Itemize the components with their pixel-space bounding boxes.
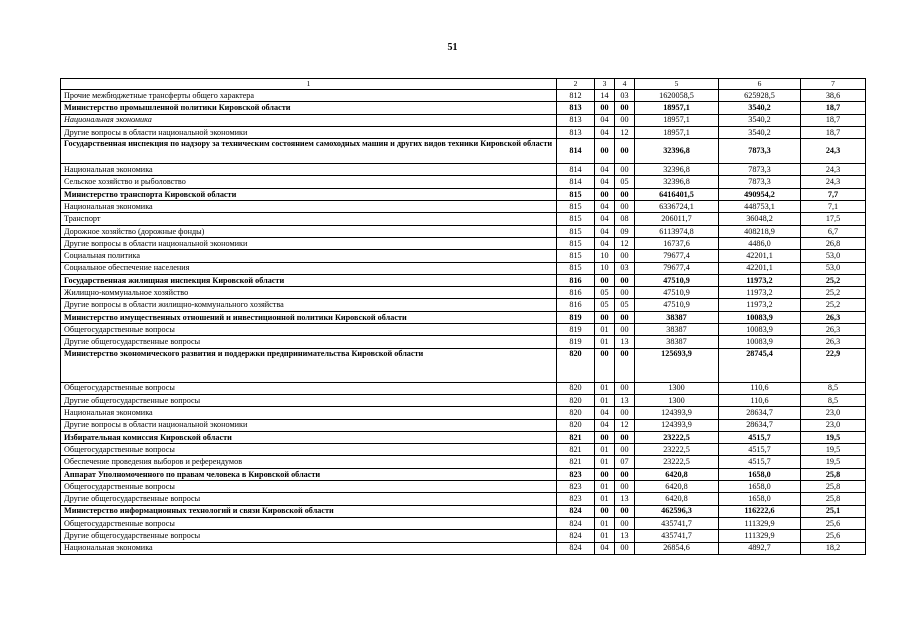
row-col-2: 820 <box>557 382 595 394</box>
table-row <box>61 394 866 406</box>
row-col-7: 25,1 <box>801 505 866 517</box>
row-col-5: 47510,9 <box>635 287 719 299</box>
row-col-6: 28745,4 <box>719 348 801 382</box>
row-col-2: 824 <box>557 530 595 542</box>
table-row <box>61 542 866 554</box>
row-col-2: 816 <box>557 287 595 299</box>
row-col-3: 00 <box>595 102 615 114</box>
row-name: Другие вопросы в области национальной экономики <box>61 126 557 138</box>
header-col-7: 7 <box>801 79 866 90</box>
row-col-2: 813 <box>557 126 595 138</box>
row-col-4: 00 <box>615 542 635 554</box>
row-name: Государственная жилищная инспекция Кировской области <box>61 274 557 286</box>
table-row <box>61 505 866 517</box>
row-col-7: 38,6 <box>801 90 866 102</box>
table-row <box>61 274 866 286</box>
row-col-5: 206011,7 <box>635 213 719 225</box>
row-col-7: 19,5 <box>801 444 866 456</box>
row-col-3: 00 <box>595 188 615 200</box>
row-name: Другие общегосударственные вопросы <box>61 493 557 505</box>
row-col-2: 821 <box>557 456 595 468</box>
row-col-6: 10083,9 <box>719 324 801 336</box>
row-col-7: 23,0 <box>801 407 866 419</box>
row-name: Министерство информационных технологий и связи Кировской области <box>61 505 557 517</box>
row-col-2: 815 <box>557 201 595 213</box>
row-col-2: 815 <box>557 213 595 225</box>
row-col-3: 01 <box>595 456 615 468</box>
row-name: Национальная экономика <box>61 164 557 176</box>
row-col-4: 03 <box>615 262 635 274</box>
row-col-5: 124393,9 <box>635 407 719 419</box>
row-col-7: 26,3 <box>801 324 866 336</box>
table-row <box>61 188 866 200</box>
table-row <box>61 164 866 176</box>
row-col-5: 32396,8 <box>635 139 719 164</box>
table-row <box>61 324 866 336</box>
row-col-7: 53,0 <box>801 250 866 262</box>
row-col-6: 1658,0 <box>719 493 801 505</box>
row-col-6: 3540,2 <box>719 126 801 138</box>
row-col-4: 05 <box>615 299 635 311</box>
row-col-4: 03 <box>615 90 635 102</box>
row-col-3: 01 <box>595 444 615 456</box>
row-col-5: 125693,9 <box>635 348 719 382</box>
row-col-6: 4515,7 <box>719 431 801 443</box>
row-col-5: 1300 <box>635 394 719 406</box>
row-col-3: 04 <box>595 114 615 126</box>
row-col-3: 01 <box>595 493 615 505</box>
row-col-7: 26,3 <box>801 311 866 323</box>
row-col-2: 819 <box>557 324 595 336</box>
row-col-5: 38387 <box>635 311 719 323</box>
row-col-4: 00 <box>615 102 635 114</box>
row-col-7: 26,3 <box>801 336 866 348</box>
row-col-6: 11973,2 <box>719 299 801 311</box>
row-col-6: 4515,7 <box>719 444 801 456</box>
row-col-5: 16737,6 <box>635 237 719 249</box>
row-name: Министерство транспорта Кировской области <box>61 188 557 200</box>
row-col-3: 05 <box>595 287 615 299</box>
row-name: Министерство имущественных отношений и инвестиционной политики Кировской области <box>61 311 557 323</box>
row-col-2: 824 <box>557 542 595 554</box>
row-col-4: 00 <box>615 481 635 493</box>
row-col-4: 00 <box>615 139 635 164</box>
row-col-3: 04 <box>595 542 615 554</box>
row-col-2: 824 <box>557 505 595 517</box>
row-col-3: 00 <box>595 431 615 443</box>
row-col-5: 6420,8 <box>635 481 719 493</box>
row-col-3: 04 <box>595 126 615 138</box>
table-row <box>61 456 866 468</box>
row-col-5: 23222,5 <box>635 444 719 456</box>
table-row <box>61 468 866 480</box>
table-row <box>61 102 866 114</box>
row-col-6: 1658,0 <box>719 481 801 493</box>
row-col-4: 00 <box>615 431 635 443</box>
row-col-4: 00 <box>615 311 635 323</box>
row-col-2: 820 <box>557 407 595 419</box>
row-col-5: 79677,4 <box>635 250 719 262</box>
row-col-5: 18957,1 <box>635 126 719 138</box>
row-col-3: 00 <box>595 311 615 323</box>
row-col-2: 815 <box>557 225 595 237</box>
row-col-2: 814 <box>557 164 595 176</box>
row-col-6: 625928,5 <box>719 90 801 102</box>
row-col-4: 09 <box>615 225 635 237</box>
page-number: 51 <box>447 42 458 53</box>
row-col-6: 408218,9 <box>719 225 801 237</box>
table-row <box>61 176 866 188</box>
table-row <box>61 114 866 126</box>
row-col-5: 6420,8 <box>635 493 719 505</box>
row-col-7: 25,2 <box>801 274 866 286</box>
row-col-6: 111329,9 <box>719 517 801 529</box>
row-col-7: 24,3 <box>801 139 866 164</box>
row-col-3: 04 <box>595 225 615 237</box>
row-col-7: 17,5 <box>801 213 866 225</box>
row-col-6: 448753,1 <box>719 201 801 213</box>
row-col-4: 00 <box>615 348 635 382</box>
table-row <box>61 90 866 102</box>
row-col-5: 18957,1 <box>635 102 719 114</box>
row-col-5: 32396,8 <box>635 164 719 176</box>
row-col-2: 815 <box>557 250 595 262</box>
table-row <box>61 250 866 262</box>
row-col-5: 32396,8 <box>635 176 719 188</box>
table-row <box>61 237 866 249</box>
row-col-6: 28634,7 <box>719 407 801 419</box>
row-name: Национальная экономика <box>61 114 557 126</box>
row-col-6: 10083,9 <box>719 311 801 323</box>
row-name: Национальная экономика <box>61 201 557 213</box>
header-col-3: 3 <box>595 79 615 90</box>
row-col-6: 3540,2 <box>719 114 801 126</box>
row-col-6: 110,6 <box>719 382 801 394</box>
row-col-5: 23222,5 <box>635 431 719 443</box>
row-col-7: 6,7 <box>801 225 866 237</box>
row-col-2: 813 <box>557 114 595 126</box>
row-col-6: 4892,7 <box>719 542 801 554</box>
row-col-6: 4486,0 <box>719 237 801 249</box>
row-col-2: 813 <box>557 102 595 114</box>
row-col-2: 815 <box>557 262 595 274</box>
table-row <box>61 419 866 431</box>
row-name: Избирательная комиссия Кировской области <box>61 431 557 443</box>
row-name: Другие вопросы в области национальной экономики <box>61 419 557 431</box>
table-row <box>61 126 866 138</box>
row-col-7: 7,7 <box>801 188 866 200</box>
table-row <box>61 493 866 505</box>
row-col-3: 01 <box>595 394 615 406</box>
row-col-3: 01 <box>595 336 615 348</box>
row-col-2: 821 <box>557 444 595 456</box>
row-col-6: 3540,2 <box>719 102 801 114</box>
row-col-3: 04 <box>595 176 615 188</box>
header-col-5: 5 <box>635 79 719 90</box>
row-col-5: 6336724,1 <box>635 201 719 213</box>
row-col-3: 04 <box>595 419 615 431</box>
table-body <box>61 90 866 555</box>
row-col-2: 814 <box>557 139 595 164</box>
row-col-7: 25,8 <box>801 493 866 505</box>
row-col-3: 05 <box>595 299 615 311</box>
row-name: Другие общегосударственные вопросы <box>61 336 557 348</box>
row-col-5: 38387 <box>635 324 719 336</box>
row-col-2: 821 <box>557 431 595 443</box>
row-name: Жилищно-коммунальное хозяйство <box>61 287 557 299</box>
row-col-7: 53,0 <box>801 262 866 274</box>
row-col-3: 01 <box>595 382 615 394</box>
row-col-6: 10083,9 <box>719 336 801 348</box>
row-col-3: 00 <box>595 468 615 480</box>
row-col-2: 814 <box>557 176 595 188</box>
row-col-2: 823 <box>557 481 595 493</box>
row-col-7: 24,3 <box>801 176 866 188</box>
row-col-2: 815 <box>557 188 595 200</box>
row-col-7: 26,8 <box>801 237 866 249</box>
row-col-7: 22,9 <box>801 348 866 382</box>
header-col-2: 2 <box>557 79 595 90</box>
row-col-3: 01 <box>595 517 615 529</box>
table-row <box>61 382 866 394</box>
row-col-5: 6113974,8 <box>635 225 719 237</box>
row-name: Другие вопросы в области национальной экономики <box>61 237 557 249</box>
row-name: Другие вопросы в области жилищно-коммунального хозяйства <box>61 299 557 311</box>
header-col-1: 1 <box>61 79 557 90</box>
row-name: Министерство экономического развития и поддержки предпринимательства Кировской области <box>61 348 557 382</box>
table-row <box>61 225 866 237</box>
row-col-6: 28634,7 <box>719 419 801 431</box>
row-col-7: 18,7 <box>801 126 866 138</box>
row-col-6: 110,6 <box>719 394 801 406</box>
row-col-4: 00 <box>615 201 635 213</box>
row-col-5: 6416401,5 <box>635 188 719 200</box>
row-name: Социальное обеспечение населения <box>61 262 557 274</box>
row-col-7: 19,5 <box>801 431 866 443</box>
row-col-7: 8,5 <box>801 382 866 394</box>
row-name: Общегосударственные вопросы <box>61 481 557 493</box>
row-col-4: 13 <box>615 394 635 406</box>
row-col-4: 00 <box>615 505 635 517</box>
row-col-6: 11973,2 <box>719 274 801 286</box>
table-row <box>61 336 866 348</box>
header-col-6: 6 <box>719 79 801 90</box>
row-col-5: 462596,3 <box>635 505 719 517</box>
budget-table <box>60 78 866 555</box>
row-col-5: 79677,4 <box>635 262 719 274</box>
row-col-4: 00 <box>615 287 635 299</box>
row-col-5: 1300 <box>635 382 719 394</box>
row-name: Социальная политика <box>61 250 557 262</box>
row-col-7: 8,5 <box>801 394 866 406</box>
table-row <box>61 530 866 542</box>
row-col-4: 00 <box>615 407 635 419</box>
row-col-7: 24,3 <box>801 164 866 176</box>
table-row <box>61 311 866 323</box>
row-col-4: 12 <box>615 419 635 431</box>
row-col-4: 00 <box>615 188 635 200</box>
row-col-3: 04 <box>595 213 615 225</box>
row-col-4: 00 <box>615 324 635 336</box>
row-name: Общегосударственные вопросы <box>61 324 557 336</box>
row-col-6: 111329,9 <box>719 530 801 542</box>
row-col-3: 10 <box>595 262 615 274</box>
row-col-4: 13 <box>615 336 635 348</box>
row-col-4: 08 <box>615 213 635 225</box>
row-col-3: 04 <box>595 164 615 176</box>
row-col-4: 00 <box>615 517 635 529</box>
row-col-2: 823 <box>557 468 595 480</box>
table-row <box>61 262 866 274</box>
row-col-2: 824 <box>557 517 595 529</box>
row-col-5: 47510,9 <box>635 299 719 311</box>
row-col-6: 7873,3 <box>719 176 801 188</box>
row-name: Обеспечение проведения выборов и референдумов <box>61 456 557 468</box>
row-col-6: 42201,1 <box>719 250 801 262</box>
table-row <box>61 287 866 299</box>
row-col-7: 18,7 <box>801 114 866 126</box>
row-col-3: 01 <box>595 324 615 336</box>
row-col-3: 01 <box>595 481 615 493</box>
row-col-4: 00 <box>615 114 635 126</box>
row-col-7: 18,7 <box>801 102 866 114</box>
row-col-7: 18,2 <box>801 542 866 554</box>
row-col-5: 47510,9 <box>635 274 719 286</box>
row-col-7: 25,8 <box>801 468 866 480</box>
table-row <box>61 348 866 382</box>
row-col-7: 25,6 <box>801 517 866 529</box>
row-name: Прочие межбюджетные трансферты общего характера <box>61 90 557 102</box>
row-col-2: 820 <box>557 394 595 406</box>
row-col-2: 812 <box>557 90 595 102</box>
row-col-6: 36048,2 <box>719 213 801 225</box>
row-name: Дорожное хозяйство (дорожные фонды) <box>61 225 557 237</box>
row-col-3: 00 <box>595 274 615 286</box>
row-col-6: 11973,2 <box>719 287 801 299</box>
row-col-4: 00 <box>615 468 635 480</box>
table-row <box>61 407 866 419</box>
row-col-7: 25,2 <box>801 287 866 299</box>
row-col-5: 124393,9 <box>635 419 719 431</box>
row-col-6: 42201,1 <box>719 262 801 274</box>
row-col-4: 05 <box>615 176 635 188</box>
row-col-6: 4515,7 <box>719 456 801 468</box>
row-col-4: 00 <box>615 164 635 176</box>
row-col-6: 116222,6 <box>719 505 801 517</box>
header-row <box>61 79 866 90</box>
row-name: Общегосударственные вопросы <box>61 382 557 394</box>
row-col-3: 10 <box>595 250 615 262</box>
table-row <box>61 201 866 213</box>
row-col-2: 819 <box>557 336 595 348</box>
row-col-2: 819 <box>557 311 595 323</box>
row-name: Транспорт <box>61 213 557 225</box>
header-col-4: 4 <box>615 79 635 90</box>
row-name: Государственная инспекция по надзору за техническим состоянием самоходных машин и других видов техники Кировской области <box>61 139 557 164</box>
row-name: Национальная экономика <box>61 542 557 554</box>
row-col-3: 04 <box>595 237 615 249</box>
row-col-5: 6420,8 <box>635 468 719 480</box>
row-col-5: 18957,1 <box>635 114 719 126</box>
row-col-3: 04 <box>595 407 615 419</box>
row-col-4: 12 <box>615 126 635 138</box>
row-col-3: 00 <box>595 505 615 517</box>
row-col-7: 25,2 <box>801 299 866 311</box>
table-row <box>61 517 866 529</box>
row-name: Общегосударственные вопросы <box>61 517 557 529</box>
row-col-2: 816 <box>557 299 595 311</box>
row-col-3: 04 <box>595 201 615 213</box>
row-name: Министерство промышленной политики Кировской области <box>61 102 557 114</box>
row-col-4: 00 <box>615 274 635 286</box>
row-name: Общегосударственные вопросы <box>61 444 557 456</box>
row-col-7: 25,8 <box>801 481 866 493</box>
row-col-3: 00 <box>595 139 615 164</box>
row-col-5: 38387 <box>635 336 719 348</box>
table-row <box>61 139 866 164</box>
row-col-5: 23222,5 <box>635 456 719 468</box>
row-col-3: 00 <box>595 348 615 382</box>
row-col-5: 1620058,5 <box>635 90 719 102</box>
row-col-2: 816 <box>557 274 595 286</box>
row-col-5: 435741,7 <box>635 530 719 542</box>
row-col-4: 00 <box>615 250 635 262</box>
row-name: Другие общегосударственные вопросы <box>61 394 557 406</box>
row-name: Аппарат Уполномоченного по правам человека в Кировской области <box>61 468 557 480</box>
row-col-4: 00 <box>615 382 635 394</box>
row-col-6: 490954,2 <box>719 188 801 200</box>
row-col-7: 19,5 <box>801 456 866 468</box>
table-row <box>61 444 866 456</box>
row-col-4: 07 <box>615 456 635 468</box>
row-col-3: 01 <box>595 530 615 542</box>
table-row <box>61 213 866 225</box>
table-row <box>61 431 866 443</box>
table-row <box>61 299 866 311</box>
row-col-5: 26854,6 <box>635 542 719 554</box>
row-col-6: 7873,3 <box>719 139 801 164</box>
row-col-6: 7873,3 <box>719 164 801 176</box>
row-col-4: 00 <box>615 444 635 456</box>
row-col-3: 14 <box>595 90 615 102</box>
row-col-7: 25,6 <box>801 530 866 542</box>
row-col-2: 820 <box>557 419 595 431</box>
row-name: Национальная экономика <box>61 407 557 419</box>
row-col-4: 12 <box>615 237 635 249</box>
table-row <box>61 481 866 493</box>
row-col-4: 13 <box>615 493 635 505</box>
row-col-2: 820 <box>557 348 595 382</box>
row-col-5: 435741,7 <box>635 517 719 529</box>
row-name: Сельское хозяйство и рыболовство <box>61 176 557 188</box>
row-col-2: 815 <box>557 237 595 249</box>
row-col-7: 7,1 <box>801 201 866 213</box>
row-col-7: 23,0 <box>801 419 866 431</box>
row-col-6: 1658,0 <box>719 468 801 480</box>
row-col-2: 823 <box>557 493 595 505</box>
row-name: Другие общегосударственные вопросы <box>61 530 557 542</box>
row-col-4: 13 <box>615 530 635 542</box>
